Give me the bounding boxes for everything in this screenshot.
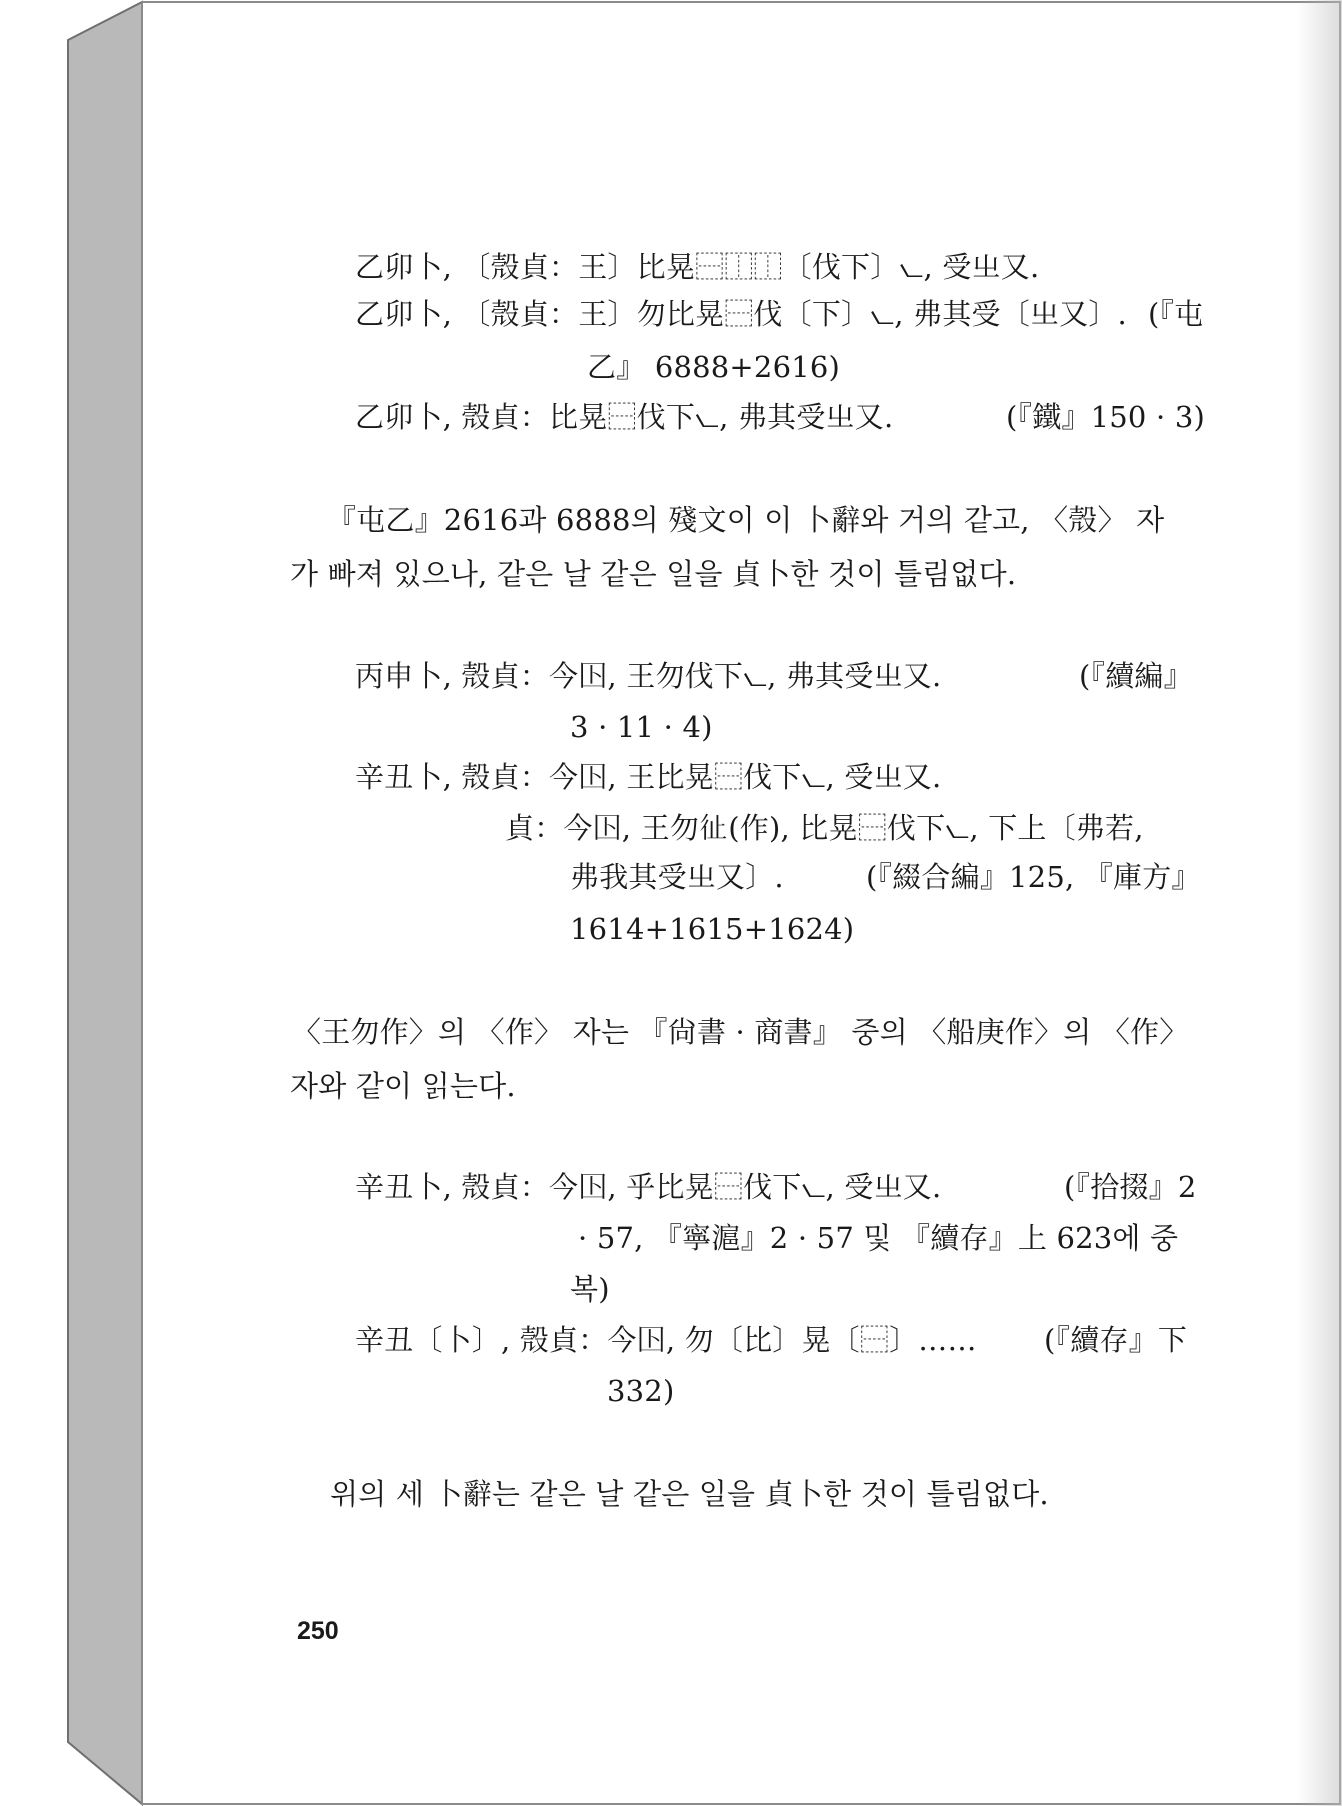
oracle-line: 辛丑〔卜〕, 殼貞：今𡆥, 勿〔比〕晃〔⿱〕…… [355,1323,977,1357]
oracle-line: 辛丑卜, 殼貞：今𡆥, 王比晃⿱伐下⦦, 受㞢又. [355,760,942,794]
source-citation: (『綴合編』125, 『庫方』 [866,860,1201,894]
oracle-line: 乙』 6888+2616) [587,350,841,384]
source-citation: (『鐵』150 · 3) [1006,400,1205,434]
oracle-line: 332) [607,1374,675,1408]
body-paragraph-line: 자와 같이 읽는다. [290,1069,516,1103]
body-paragraph-line: 위의 세 卜辭는 같은 날 같은 일을 貞卜한 것이 틀림없다. [330,1477,1049,1511]
oracle-line: 乙卯卜, 〔殼貞：王〕比晃⿱⿰⿰〔伐下〕⦦, 受㞢又. [355,250,1040,284]
oracle-line: 乙卯卜, 〔殼貞：王〕勿比晃⿱伐〔下〕⦦, 弗其受〔㞢又〕. [355,297,1127,331]
oracle-line: 3 · 11 · 4) [570,710,713,744]
oracle-line: 貞：今𡆥, 王勿𢓊(作), 比晃⿱伐下⦦, 下上〔弗若, [505,811,1144,845]
oracle-line: 복) [570,1272,610,1306]
oracle-line: 丙申卜, 殼貞：今𡆥, 王勿伐下⦦, 弗其受㞢又. [355,659,942,693]
page-edge-shadow [1297,0,1342,1806]
page-number: 250 [297,1617,339,1645]
body-paragraph-line: 『屯乙』2616과 6888의 殘文이 이 卜辭와 거의 같고, 〈殼〉 자 [327,503,1165,537]
body-paragraph-line: 〈王勿作〉의 〈作〉 자는 『尙書 · 商書』 중의 〈船庚作〉의 〈作〉 [292,1015,1189,1049]
oracle-line: 1614+1615+1624) [570,912,855,946]
source-citation: (『拾掇』2 [1064,1170,1197,1204]
source-citation: (『續存』下 [1044,1323,1188,1357]
oracle-line: 辛丑卜, 殼貞：今𡆥, 乎比晃⿱伐下⦦, 受㞢又. [355,1170,942,1204]
oracle-line: 弗我其受㞢又〕. [570,860,784,894]
body-paragraph-line: 가 빠져 있으나, 같은 날 같은 일을 貞卜한 것이 틀림없다. [290,557,1017,591]
oracle-line: · 57, 『寧滬』2 · 57 및 『續存』上 623에 중 [578,1221,1179,1255]
source-citation: (『續編』 [1079,659,1193,693]
oracle-line: 乙卯卜, 殼貞：比晃⿱伐下⦦, 弗其受㞢又. [355,400,894,434]
source-citation: (『屯 [1148,297,1204,331]
